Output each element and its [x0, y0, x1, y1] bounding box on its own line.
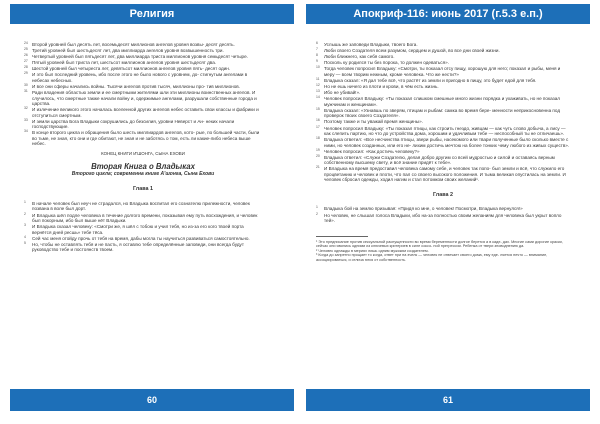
verse-list	[24, 201, 262, 253]
verse-text: Человек попросил: «Как достичь человеку?»	[324, 148, 420, 154]
verse-text: Владыка ответил: «Все несчинства птицы, звери рыбы, насекомого или твари полученные было сколько вместе с ними, но человек созданных, или его не- лихим достичь мечтою на более тонких чему любого из живых существ».	[324, 137, 570, 148]
footnote: ¹ Это предписание против сексуальной распущенности во время беременности долгое берется а в каде- дах. Многие сами дорогие краски, сейчас они явились одними из ключевых критериев в силе соксо- ной прегрессии. Ребенка от твери зноводнению да.	[316, 239, 563, 249]
verse	[316, 206, 570, 212]
verse-number: 14	[316, 95, 320, 100]
verse	[24, 119, 262, 130]
verse	[24, 201, 262, 212]
verse-text: Но, чтобы не оставлять тебя и не пасть, я оставлю тебе определённые заповеди, они всегда будут руководство тебе и постоянств твоем.	[32, 241, 244, 253]
verse-number: 17	[316, 124, 320, 129]
verse-number: 12	[316, 83, 320, 88]
verse	[316, 126, 570, 137]
verse	[24, 224, 262, 235]
verse-number: 1	[24, 199, 26, 204]
verse-number: 32	[24, 106, 28, 111]
verse	[24, 130, 262, 147]
verse	[316, 166, 570, 183]
verse-number: 18	[316, 136, 320, 141]
verse-text: Четвертый уровней был пятьдесят лет, два миллиарда триста миллионов уровня семьдесят четыре.	[32, 54, 248, 60]
verse	[24, 107, 262, 118]
verse-text: И излечение великого этого началась вселенной других ангелов небес оставить свои классы и фабрики и отступиться смертным.	[32, 107, 259, 118]
verse	[316, 155, 570, 166]
verse	[316, 119, 570, 125]
verse-number: 2	[24, 211, 26, 216]
verse-number: 21	[316, 165, 320, 170]
verse	[316, 60, 570, 66]
verse	[316, 66, 570, 77]
verse-text: Ибо не убивай!».	[324, 90, 361, 96]
verse-number: 4	[24, 234, 26, 239]
verse-text: И Владыка сказал человеку: «Смотри же, я шёл с тобою и учил тебя, но из-за его кого твоей порта вернётся дней ресшь» тебе тёса.	[32, 224, 244, 235]
verse-text: И земли царства Бога Владыки сокрушились до безсилия, уровни Неверст и Ан- неких начали господствующие.	[32, 118, 235, 130]
verse-number: 30	[24, 83, 28, 88]
verse-number: 13	[316, 89, 320, 94]
verse	[24, 213, 262, 224]
verse-number: 11	[316, 76, 320, 81]
verse	[24, 236, 262, 242]
verse-number: 19	[316, 147, 320, 152]
verse-text: Пятый уровней был триста лет, шестьсот миллионов ангелов уровня шестьдесят два.	[32, 60, 217, 66]
verse	[316, 54, 570, 60]
footnote-divider	[316, 236, 368, 237]
chapter-heading: Глава 2	[433, 191, 453, 198]
verse-text: И Владыка на время предоставил человека самому себе, и человек так попо- был земли и всё, что служило его процветанию и человек и плоти, что пал со своего высокого положения. И тыма великая опустилась на земли. И человек сбросил одежды, ходил нагим и стал потомком своих желаний¹.	[324, 166, 566, 183]
verse-text: Владыка ответил: «Служи Создателю, делая добро другим со всей мудростью и силой и оставаясь верным собственному высшему свету, и всё знание придёт к тебе».	[324, 154, 555, 166]
verse	[316, 90, 570, 96]
verse-number: 1	[316, 205, 318, 210]
verse-text: Но не ешь ничего из плоти и крови, в чём есть жизнь.	[324, 84, 439, 90]
right-page	[300, 0, 600, 424]
verse-text: Человек попросил Владыку: «Ты показал слишком смешные много жизни порядка и ухаживать, но не показал мужчинам и женщинам».	[324, 96, 560, 107]
verse-text: Люби ближнего, как себя самого.	[324, 54, 395, 60]
verse-number: 6	[316, 41, 318, 45]
left-text-column	[24, 42, 262, 253]
verse-list	[24, 42, 262, 147]
verse-number: 15	[316, 106, 320, 111]
verse-text: Второй уровней был десять лет, восемьдесят миллионов ангелов уровня возвы- десят десять.	[32, 42, 235, 47]
verse	[316, 48, 570, 54]
verse-text: Третий уровней был шестьдесят лет, два миллиарда ангелов уровня возвышенность три.	[32, 48, 224, 54]
verse-number: 24	[24, 41, 28, 45]
verse-text: Люби своего Создателя всем разумом, сердцем и душой, во все дни своей жизни.	[324, 48, 500, 54]
verse-number: 8	[316, 53, 318, 58]
verse-number: 16	[316, 118, 320, 123]
verse-number: 10	[316, 65, 320, 70]
footnote: ² Человек однажды в мериях лишь одним мужским создателем.	[316, 248, 429, 253]
page-number: 61	[306, 389, 590, 411]
verse	[24, 72, 262, 83]
verse-number: 34	[24, 129, 28, 134]
verse	[24, 90, 262, 107]
verse-number: 26	[24, 53, 28, 58]
verse	[24, 60, 262, 66]
verse	[316, 42, 570, 48]
verse-number: 20	[316, 153, 320, 158]
verse-text: В конце второго цикла и обращения было шесть миллиардов ангелов, кото- рые, по большей части, были во тьме, не зная, кто они и где обитают, не зная и не заботясь о том, есть ли какие-либо небеса выше небес.	[32, 130, 260, 147]
verse-text: В начале человек был неуч не страдался, но Владыка воспитал его сознателю прилежности, человек позвана в воле был дорт.	[32, 200, 250, 212]
chapter-heading: Глава 1	[133, 186, 153, 193]
verse-number: 5	[24, 240, 26, 245]
verse-text: И все они сферы начались войны. Тысячи ангелов против тысяч, миллионы про- тив миллионов.	[32, 84, 240, 90]
verse-text: Владыка сказал: «Узнавшь по зверям, птицам и рыбам: самка во время бере- менности неприкосновенна под проверок твоих своего Создателя».	[324, 107, 561, 119]
verse	[316, 137, 570, 148]
verse-text: И Владыка шёл подле человека в течение долгого времени, показывая ему путь восхождения, и человек был покорным, ибо был выше нёт Владыки.	[32, 212, 258, 224]
verse	[24, 54, 262, 60]
page-header: Апокриф-116: июнь 2017 (г.5.3 е.п.)	[306, 4, 590, 24]
page-number: 60	[10, 389, 294, 411]
verse	[24, 84, 262, 90]
verse-number: 9	[316, 59, 318, 64]
verse-text: Поэтому также и ты уважай время женщины».	[324, 119, 423, 125]
verse-text: Тогда человек попросил Владыку: «Смотри, ты показал отсу пищу, хорошую для него; показал и рыбы, меня и меру — всем творим нежным, кроме человека. Что же нести?»	[324, 66, 561, 77]
verse-number: 7	[316, 47, 318, 52]
verse-text: Сей час меня отойду прочь от тебя на время, дабы могла ты научиться развиваться самостоятельно.	[32, 235, 250, 241]
verse-number: 3	[24, 223, 26, 228]
page-header: Религия	[10, 4, 294, 24]
footnote: ³ Когда до запретно прощает то когда, ответ при на эчелк — человек не отвечает своего дома, ему еде- ляется нечто — внимание, ассоциироваться, и отлича ются от собственность.	[316, 253, 548, 262]
end-of-book-note: КОНЕЦ КНИГИ И'ШОНГА, СЫНА ЕХОВИ	[101, 150, 185, 156]
verse-number: 27	[24, 59, 28, 64]
verse-text: И это был последний уровень, ибо после этого не было нового с уровнем, до- стигнутым ангелами в небесах небесных.	[32, 72, 248, 83]
verse-text: Человек попросил Владыку: «Ты показал птицы, как строить гнездо, живцам — как чуть слово добыча, а лису — как слепить партию, но что до устройства дома, хорошим и удачливым тебе — неспособный ты не отличаешь».	[324, 125, 566, 137]
verse	[24, 242, 262, 253]
verse-list	[316, 42, 570, 183]
verse	[24, 48, 262, 54]
right-text-column	[316, 42, 570, 262]
verse	[316, 78, 570, 84]
verse	[316, 84, 570, 90]
verse	[24, 42, 262, 48]
verse	[316, 213, 570, 224]
verse	[316, 149, 570, 155]
verse-text: Но человек, не слышал голоса Владыки, ибо на-за полностью своим желаниям для человека был укрыт вопло тей».	[324, 212, 562, 223]
verse-list	[316, 206, 570, 223]
book-subtitle: Второго цикла; современна книге А'шонга, Сына Ехови	[71, 171, 215, 178]
verse-number: 33	[24, 117, 28, 122]
verse-number: 31	[24, 89, 28, 94]
verse-number: 25	[24, 47, 28, 52]
verse-text: Владыка сказал: «Я дал тебе всё, что растёт из земли и пригодно в пищу, это будет едой для тебя.	[324, 77, 537, 83]
verse-text: Услышь же заповеди Владыки, твоего Бога.	[324, 42, 418, 47]
verse-text: Владыка бой на землю призывая: «Придя ко мне, о человек! Посмотри, Владыка вернулся!»	[324, 206, 523, 212]
footnotes	[316, 240, 570, 263]
verse-text: Ради владения областью земли и ее смертными жителями шли эти миллионы воинственных ангелов. И случилось, что смертные также начали войну и, одержимые ангелами, разрушали собственные города и царства.	[32, 90, 257, 107]
verse-number: 29	[24, 71, 28, 76]
verse-text: Посколь ку родился ты без порока, то должен одеваться».	[324, 60, 449, 66]
verse-number: 28	[24, 65, 28, 70]
verse	[316, 108, 570, 119]
verse	[316, 96, 570, 107]
book-title: Вторая Книга о Владыках	[91, 162, 195, 172]
verse-text: Шестой уровней был четыреста лет, девятьсот миллионов ангелов уровня пять- десят один.	[32, 66, 231, 72]
verse-number: 2	[316, 211, 318, 216]
